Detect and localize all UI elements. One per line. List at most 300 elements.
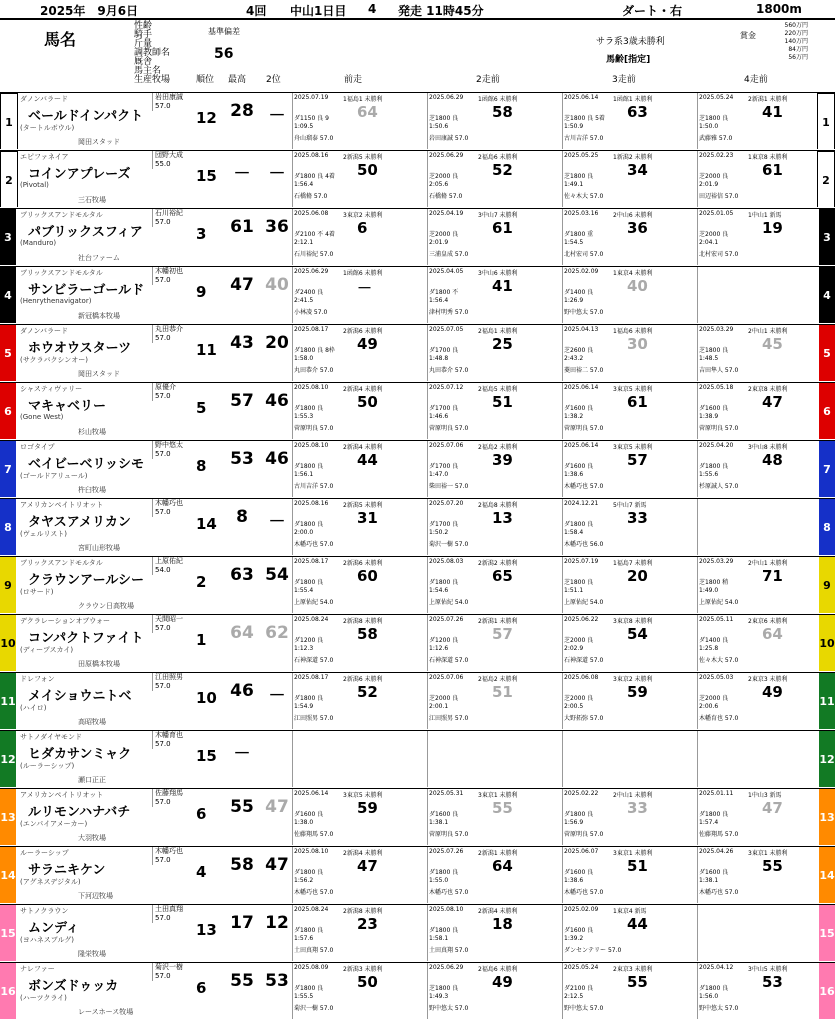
past-race-time: 2:01.9 [699,181,719,188]
past-race-time: 2:04.1 [699,239,719,246]
past-race-condition: 2新潟4 未勝利 [478,908,518,915]
past-race-jockey: 野中悠太 57.0 [429,1005,469,1012]
past-race-index: 31 [357,509,378,527]
past-race-condition: 1福島6 未勝利 [613,328,653,335]
past-race-index: 45 [762,335,783,353]
past-race-time: 2:00.1 [429,703,449,710]
jockey-name: 木幡巧也 [155,499,183,507]
horse-dam-sire: (アグネスデジタル) [20,878,81,886]
jockey-box [152,789,197,807]
past-race [292,383,428,439]
horse-rank: 15 [196,167,217,185]
past-race [427,267,563,323]
past-race-index: 51 [492,683,513,701]
past-race [562,731,698,787]
past-race-condition: 2福島2 未勝利 [478,676,518,683]
past-race-index: 41 [492,277,513,295]
past-race [427,731,563,787]
jockey-name: 菊沢一樹 [155,963,183,971]
past-race [427,209,563,265]
past-race-jockey: 小林凌 57.0 [294,309,328,316]
horse-info [18,905,194,961]
past-race-course: 芝1800 良 [429,115,459,122]
past-race-time: 2:02.9 [564,645,584,652]
horse-number-right: 3 [819,209,835,265]
past-race-time: 1:58.0 [294,355,314,362]
past-race-jockey: 江田照男 57.0 [294,715,334,722]
past-race-condition: 3中山7 未勝利 [478,212,518,219]
past-race-jockey: 野中悠太 57.0 [564,1005,604,1012]
past-race-condition: 2新潟1 未勝利 [478,618,518,625]
past-race-condition: 1中山1 新馬 [748,212,782,219]
best-index: － [233,744,251,764]
horse-farm: レースホース牧場 [78,1008,134,1016]
horse-number-left: 8 [0,499,16,555]
past-race-index: 58 [357,625,378,643]
past-race-condition: 3中山8 未勝利 [748,444,788,451]
past-race-date: 2025.08.24 [294,616,329,623]
past-race-condition: 2中山6 未勝利 [613,212,653,219]
jockey-name: 佐藤翔馬 [155,789,183,797]
past-race-index: 33 [627,509,648,527]
horse-row[interactable] [0,498,835,555]
horse-row[interactable] [0,324,835,381]
past-race-index: 59 [627,683,648,701]
past-race-jockey: 菅原明良 57.0 [564,425,604,432]
past-race-condition: 2新潟4 未勝利 [343,386,383,393]
past-race [697,847,833,903]
past-race-time: 1:49.0 [699,587,719,594]
past-race-index: － [357,279,373,297]
past-race [562,615,698,671]
past-race-time: 1:55.5 [294,993,314,1000]
past-race-date: 2025.08.03 [429,558,464,565]
second-index: 54 [265,565,289,585]
past-race-index: 50 [357,973,378,991]
past-race [292,847,428,903]
horse-rank: 10 [196,689,217,707]
past-race [562,151,698,207]
horse-name[interactable]: ヒダカサンミャク [28,747,132,762]
horse-number-left: 1 [0,93,18,149]
horse-row[interactable] [0,730,835,787]
horse-info [18,615,194,671]
horse-name[interactable]: パブリックスフィア [28,225,143,240]
past-race-course: ダ1800 良 [294,695,324,702]
horse-number-left: 5 [0,325,16,381]
past-race-date: 2025.07.20 [429,500,464,507]
past-race-jockey: 野中悠太 57.0 [699,1005,739,1012]
past-race [427,615,563,671]
horse-rank: 14 [196,515,217,533]
best-index: 46 [230,681,254,701]
horse-farm: クラウン日高牧場 [78,602,134,610]
jockey-box [152,441,197,459]
past-race-condition: 1函館6 未勝利 [343,270,383,277]
horse-row[interactable] [0,614,835,671]
horse-rank: 15 [196,747,217,765]
past-race-condition: 2新潟6 未勝利 [343,328,383,335]
past-race-time: 1:48.5 [699,355,719,362]
past-race-date: 2025.05.24 [699,94,734,101]
past-race-jockey: 大野拓弥 57.0 [564,715,604,722]
past-race-time: 1:56.9 [564,819,584,826]
horse-sire: アメリカンペイトリオット [20,501,104,509]
past-race-index: 53 [762,973,783,991]
past-race [562,789,698,845]
horse-number-left: 4 [0,267,16,323]
jockey-box [152,905,197,923]
horse-info [18,209,194,265]
horse-number-right: 8 [819,499,835,555]
past-race-condition: 3中山6 未勝利 [478,270,518,277]
past-race-time: 1:50.2 [429,529,449,536]
past-race-time: 1:55.4 [294,587,314,594]
past-race [697,383,833,439]
jockey-weight: 57.0 [155,798,171,806]
past-race-index: 47 [357,857,378,875]
past-race-time: 1:12.3 [294,645,314,652]
second-index: － [268,512,286,532]
horse-row[interactable] [0,150,835,207]
horse-number-left: 9 [0,557,16,613]
past-race-time: 1:38.1 [429,819,449,826]
past-race-condition: 1中山3 新馬 [748,792,782,799]
horse-rank: 6 [196,805,207,823]
past-race-time: 1:55.0 [429,877,449,884]
past-race-course: ダ1800 良 4着 [294,173,335,180]
past-race-index: 60 [357,567,378,585]
past-race-index: 30 [627,335,648,353]
best-index: － [233,164,251,184]
past-race-date: 2025.06.22 [564,616,599,623]
past-race-index: 64 [492,857,513,875]
past-race-index: 57 [492,625,513,643]
col-3rd-last: 3走前 [612,75,636,85]
past-race-condition: 1東京8 未勝利 [748,154,788,161]
past-race [562,383,698,439]
subheader [0,22,835,92]
past-race-date: 2025.07.26 [429,616,464,623]
horse-row[interactable] [0,962,835,1019]
past-race-time: 1:39.2 [564,935,584,942]
horse-row[interactable] [0,266,835,323]
jockey-box [152,383,197,401]
past-race-date: 2025.02.22 [564,790,599,797]
horse-name[interactable]: クラウンアールシー [28,573,145,588]
past-race-course: ダ2100 良 [564,985,594,992]
past-race-jockey: 吉田隼人 57.0 [699,367,739,374]
past-race-course: ダ1600 良 [699,405,729,412]
past-race-time: 1:50.6 [429,123,449,130]
past-race [292,267,428,323]
horse-farm: 岡田スタッド [78,370,120,378]
horse-name[interactable]: ボンズドゥッカ [28,979,119,994]
best-index: 55 [230,797,254,817]
jockey-name: 木幡巧也 [155,847,183,855]
past-race-course: 芝1800 稍 [699,579,729,586]
horse-rank: 13 [196,921,217,939]
past-race-date: 2025.08.10 [294,442,329,449]
horse-sire: ブリックスアンドモルタル [20,269,103,277]
past-race-condition: 2新潟6 未勝利 [343,560,383,567]
jockey-weight: 57.0 [155,508,171,516]
std-label: 基準偏差 [208,27,240,36]
race-date: 2025年 9月6日 [40,4,139,18]
past-race-index: 59 [357,799,378,817]
past-race-index: 33 [627,799,648,817]
best-index: 57 [230,391,254,411]
past-race-date: 2025.07.26 [429,848,464,855]
past-race-course: ダ1800 良 [699,811,729,818]
past-race-time: 1:54.5 [564,239,584,246]
horse-dam-sire: (Manduro) [20,239,57,247]
jockey-weight: 57.0 [155,856,171,864]
horse-name[interactable]: マキャベリー [28,399,107,414]
second-index: 40 [265,275,289,295]
past-race [427,963,563,1019]
horse-number-right: 5 [819,325,835,381]
jockey-weight: 57.0 [155,334,171,342]
past-race-index: 50 [357,393,378,411]
best-index: 63 [230,565,254,585]
horse-number-left: 2 [0,151,18,207]
horse-sire: ブリックスアンドモルタル [20,211,103,219]
jockey-box [152,847,197,865]
horse-number-right: 16 [819,963,835,1019]
horse-row[interactable] [0,788,835,845]
past-race-condition: 1東京4 新馬 [613,908,647,915]
horse-row[interactable] [0,92,835,149]
horse-dam-sire: (ルーラーシップ) [20,762,75,770]
past-race-time: 1:58.4 [564,529,584,536]
past-race-date: 2025.05.25 [564,152,599,159]
horse-number-right: 10 [819,615,835,671]
horse-number-left: 11 [0,673,16,729]
second-index: 46 [265,449,289,469]
past-race-time: 2:12.5 [564,993,584,1000]
horse-name[interactable]: タヤスアメリカン [28,515,131,530]
jockey-name: 野中悠太 [155,441,183,449]
jockey-weight: 57.0 [155,218,171,226]
past-race [697,731,833,787]
past-race-time: 2:01.9 [429,239,449,246]
jockey-weight: 54.0 [155,566,171,574]
past-race-jockey: 北村宏司 57.0 [564,251,604,258]
past-race-date: 2025.04.26 [699,848,734,855]
jockey-box [152,673,197,691]
past-race-condition: 3東京5 未勝利 [613,386,653,393]
past-race-course: 芝2000 良 [699,173,729,180]
past-race-condition: 3中山5 未勝利 [748,966,788,973]
past-race-date: 2025.02.09 [564,906,599,913]
past-race-date: 2025.07.19 [564,558,599,565]
horse-info [18,731,194,787]
horse-farm: 大羽牧場 [78,834,106,842]
past-race-jockey: 土田真翔 57.0 [429,947,469,954]
past-race-date: 2025.07.12 [429,384,464,391]
past-race-course: 芝2000 良 [429,695,459,702]
jockey-weight: 57.0 [155,102,171,110]
past-race [697,905,833,961]
horse-name[interactable]: メイショウニトベ [28,689,132,704]
horse-farm: 岡田スタッド [78,138,120,146]
past-race-time: 1:38.0 [294,819,314,826]
past-race-course: ダ1700 良 [429,521,459,528]
past-race-index: 61 [492,219,513,237]
horse-name[interactable]: コインアプレーズ [28,167,131,182]
past-race-date: 2025.08.10 [429,906,464,913]
past-race-condition: 2新潟8 未勝利 [343,908,383,915]
horse-rank: 9 [196,283,207,301]
horse-number-right: 4 [819,267,835,323]
past-race-time: 1:38.9 [699,413,719,420]
past-race-condition: 3東京2 未勝利 [613,676,653,683]
past-race-jockey: 石神深道 57.0 [564,657,604,664]
past-race-condition: 2福島5 未勝利 [478,386,518,393]
horse-name[interactable]: ベイビーベリッシモ [28,457,144,472]
horse-row[interactable] [0,440,835,497]
past-race-condition: 2東京3 未勝利 [613,966,653,973]
past-race-jockey: 木幡巧也 57.0 [429,889,469,896]
past-race-jockey: 木幡巧也 57.0 [699,889,739,896]
past-race [562,325,698,381]
jockey-weight: 57.0 [155,740,171,748]
past-race-index: 44 [627,915,648,933]
past-race-time: 1:57.4 [699,819,719,826]
past-race [292,789,428,845]
horse-row[interactable] [0,672,835,729]
horse-row[interactable] [0,904,835,961]
past-race-course: ダ1600 良 [429,811,459,818]
past-race-course: ダ1800 良 [294,463,324,470]
past-race-date: 2024.12.21 [564,500,599,507]
horse-info [18,151,194,207]
past-race-course: ダ1800 良 [429,869,459,876]
horse-dam-sire: (ヴェルリスト) [20,530,68,538]
past-race-condition: 2東京8 未勝利 [748,386,788,393]
past-race [562,673,698,729]
past-race-course: ダ1700 良 [429,405,459,412]
past-race [697,673,833,729]
horse-dam-sire: (Pivotal) [20,181,49,189]
jockey-weight: 55.0 [155,160,171,168]
past-race [562,847,698,903]
horse-rank: 3 [196,225,207,243]
horse-number-right: 1 [817,93,835,149]
horse-sire: ルーラーシップ [20,849,69,857]
past-race-time: 1:56.0 [699,993,719,1000]
past-race [427,905,563,961]
past-race-course: ダ1200 良 [429,637,459,644]
jockey-box [152,499,197,517]
past-race-condition: 3東京5 未勝利 [613,444,653,451]
past-race-jockey: 石橋脩 57.0 [429,193,463,200]
past-race-course: 芝2000 良 [429,231,459,238]
past-race-course: 芝1800 良 5着 [564,115,605,122]
jockey-name: 丸田恭介 [155,325,183,333]
past-race-date: 2025.03.29 [699,558,734,565]
past-race-index: 51 [492,393,513,411]
horse-number-left: 3 [0,209,16,265]
past-race-jockey: 木幡育也 57.0 [699,715,739,722]
past-race-condition: 2福島8 未勝利 [478,502,518,509]
jockey-box [152,325,197,343]
horse-dam-sire: (Gone West) [20,413,64,421]
horse-name[interactable]: ホウオウスターツ [28,341,132,356]
past-race-time: 1:56.4 [429,297,449,304]
horse-row[interactable] [0,846,835,903]
jockey-name: 原優介 [155,383,176,391]
past-race-time: 1:57.6 [294,935,314,942]
past-race-course: ダ1800 不 [429,289,459,296]
horse-dam-sire: (サクラバクシンオー) [20,356,89,364]
past-race-course: ダ1600 良 [564,405,594,412]
past-race-jockey: 佐藤翔馬 57.0 [294,831,334,838]
past-race-course: 芝1800 良 [699,347,729,354]
horse-sire: ブリックスアンドモルタル [20,559,103,567]
horse-farm: 杉山牧場 [78,428,106,436]
horse-name[interactable]: コンパクトファイト [28,631,144,646]
past-race-jockey: 北村宏司 57.0 [699,251,739,258]
horse-row[interactable] [0,556,835,613]
horse-name[interactable]: ベールドインパクト [28,109,144,124]
horse-name[interactable]: サラニキケン [28,863,106,878]
horse-row[interactable] [0,208,835,265]
horse-name[interactable]: ムンディ [28,921,79,936]
horse-name[interactable]: サンビラーゴールド [28,283,145,298]
horse-rank: 5 [196,399,207,417]
past-race-jockey: 菊沢一樹 57.0 [294,1005,334,1012]
second-index: － [268,164,286,184]
horse-name[interactable]: ルリモンハナバチ [28,805,131,820]
past-race-condition: 1新潟2 未勝利 [613,154,653,161]
past-race-time: 1:55.3 [294,413,314,420]
past-race-course: ダ1800 良 [294,579,324,586]
past-race-condition: 2中山1 未勝利 [748,328,788,335]
horse-number-right: 2 [817,151,835,207]
prize-list: 560万円 220万円 140万円 84万円 56万円 [784,22,808,61]
past-race [427,789,563,845]
horse-number-right: 13 [819,789,835,845]
past-race [292,325,428,381]
past-race [562,905,698,961]
past-race-date: 2025.06.14 [294,790,329,797]
past-race-time: 1:26.9 [564,297,584,304]
horse-row[interactable] [0,382,835,439]
past-race-index: 49 [357,335,378,353]
past-race-time: 1:12.6 [429,645,449,652]
past-race [562,499,698,555]
past-race-condition: 2福島6 未勝利 [478,154,518,161]
past-race [697,267,833,323]
past-race-condition: 5中山7 新馬 [613,502,647,509]
past-race-course: ダ1800 良 [294,927,324,934]
past-race-course: ダ1400 良 [564,289,594,296]
past-race-date: 2025.04.13 [564,326,599,333]
past-race-jockey: 古川吉洋 57.0 [294,483,334,490]
col-2nd-last: 2走前 [476,75,500,85]
jockey-name: 木幡育也 [155,731,183,739]
past-race-date: 2025.06.29 [429,152,464,159]
past-race-time: 1:49.3 [429,993,449,1000]
jockey-name: 岩田康誠 [155,93,183,101]
past-race-jockey: 菅原明良 57.0 [564,831,604,838]
best-index: 55 [230,971,254,991]
race-header [0,0,835,20]
past-race-index: 54 [627,625,648,643]
past-race [427,325,563,381]
